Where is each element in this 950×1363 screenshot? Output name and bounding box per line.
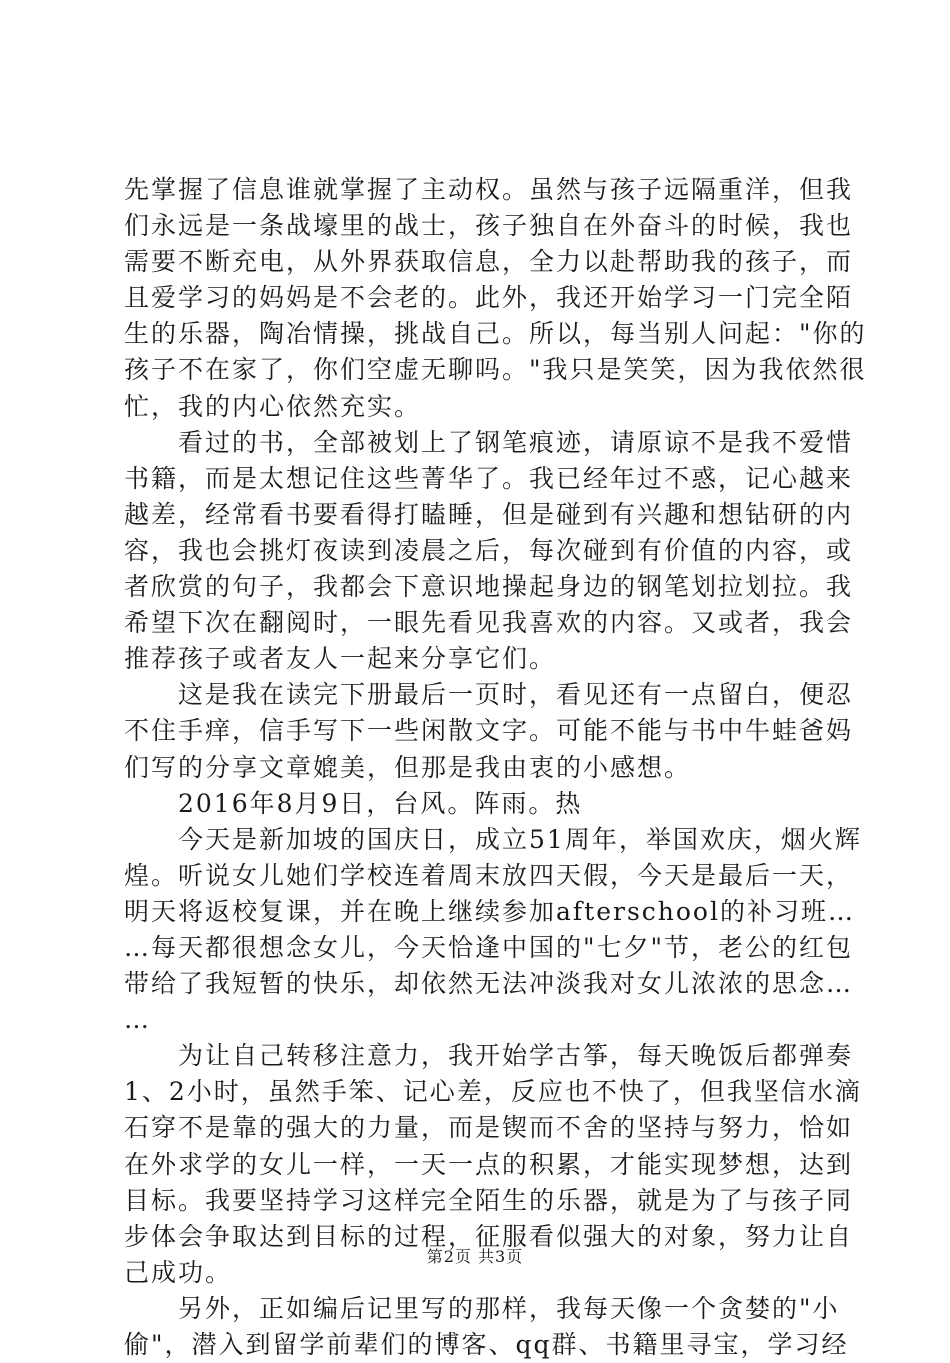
text-line: 偷"，潜入到留学前辈们的博客、qq群、书籍里寻宝，学习经 [124,1330,849,1359]
text-line: 今天是新加坡的国庆日，成立51周年，举国欢庆，烟火辉 [124,824,862,854]
text-line: 己成功。 [124,1257,233,1287]
text-line: 先掌握了信息谁就掌握了主动权。虽然与孩子远隔重洋，但我 [124,175,854,204]
page-footer: 第2页 共3页 [426,1247,524,1266]
text-line: 孩子不在家了，你们空虚无聊吗。"我只是笑笑，因为我依然很 [124,355,867,385]
text-line: 希望下次在翻阅时，一眼先看见我喜欢的内容。又或者，我会 [124,608,854,638]
paragraph [124,1291,849,1363]
document-body [124,172,867,1363]
text-line: 书籍，而是太想记住这些菁华了。我已经年过不惑，记心越来 [124,463,854,493]
text-line: 们写的分享文章媲美，但那是我由衷的小感想。 [124,752,692,782]
text-line: 不住手痒，信手写下一些闲散文字。可能不能与书中牛蛙爸妈 [124,716,854,746]
text-line: 且爱学习的妈妈是不会老的。此外，我还开始学习一门完全陌 [124,283,854,313]
paragraph [124,172,867,425]
paragraph [124,677,854,785]
text-line: … [124,1005,151,1035]
text-line: 在外求学的女儿一样，一天一点的积累，才能实现梦想，达到 [124,1149,854,1179]
text-line: 容，我也会挑灯夜读到凌晨之后，每次碰到有价值的内容，或 [124,535,854,565]
paragraph [124,822,862,1039]
text-line: 石穿不是靠的强大的力量，而是锲而不舍的坚持与努力，恰如 [124,1113,854,1143]
text-line: 忙，我的内心依然充实。 [124,391,422,421]
paragraph [124,425,854,678]
text-line: 们永远是一条战壕里的战士，孩子独自在外奋斗的时候，我也 [124,211,854,241]
text-line: 越差，经常看书要看得打瞌睡，但是碰到有兴趣和想钻研的内 [124,499,854,529]
text-line: 明天将返校复课，并在晚上继续参加afterschool的补习班… [124,896,855,926]
text-line: 者欣赏的句子，我都会下意识地操起身边的钢笔划拉划拉。我 [124,572,854,602]
text-line: 看过的书，全部被划上了钢笔痕迹，请原谅不是我不爱惜 [124,427,854,457]
text-line: 为让自己转移注意力，我开始学古筝，每天晚饭后都弹奏 [124,1041,854,1071]
text-line: 推荐孩子或者友人一起来分享它们。 [124,644,557,674]
paragraph [124,786,834,822]
text-line: 另外，正如编后记里写的那样，我每天像一个贪婪的"小 [124,1293,840,1323]
text-line: 带给了我短暂的快乐，却依然无法冲淡我对女儿浓浓的思念… [124,969,854,999]
text-line: 这是我在读完下册最后一页时，看见还有一点留白，便忍 [124,680,854,710]
text-line: 目标。我要坚持学习这样完全陌生的乐器，就是为了与孩子同 [124,1185,854,1215]
text-line: 步体会争取达到目标的过程，征服看似强大的对象，努力让自 [124,1221,854,1251]
text-line: 2016年8月9日，台风。阵雨。热 [124,788,583,818]
text-line: 煌。听说女儿她们学校连着周末放四天假，今天是最后一天， [124,860,854,890]
text-line: 生的乐器，陶冶情操，挑战自己。所以，每当别人问起："你的 [124,319,867,349]
text-line: 需要不断充电，从外界获取信息，全力以赴帮助我的孩子，而 [124,247,854,277]
text-line: 1、2小时，虽然手笨、记心差，反应也不快了，但我坚信水滴 [124,1077,862,1107]
text-line: …每天都很想念女儿，今天恰逢中国的"七夕"节，老公的红包 [124,932,854,962]
